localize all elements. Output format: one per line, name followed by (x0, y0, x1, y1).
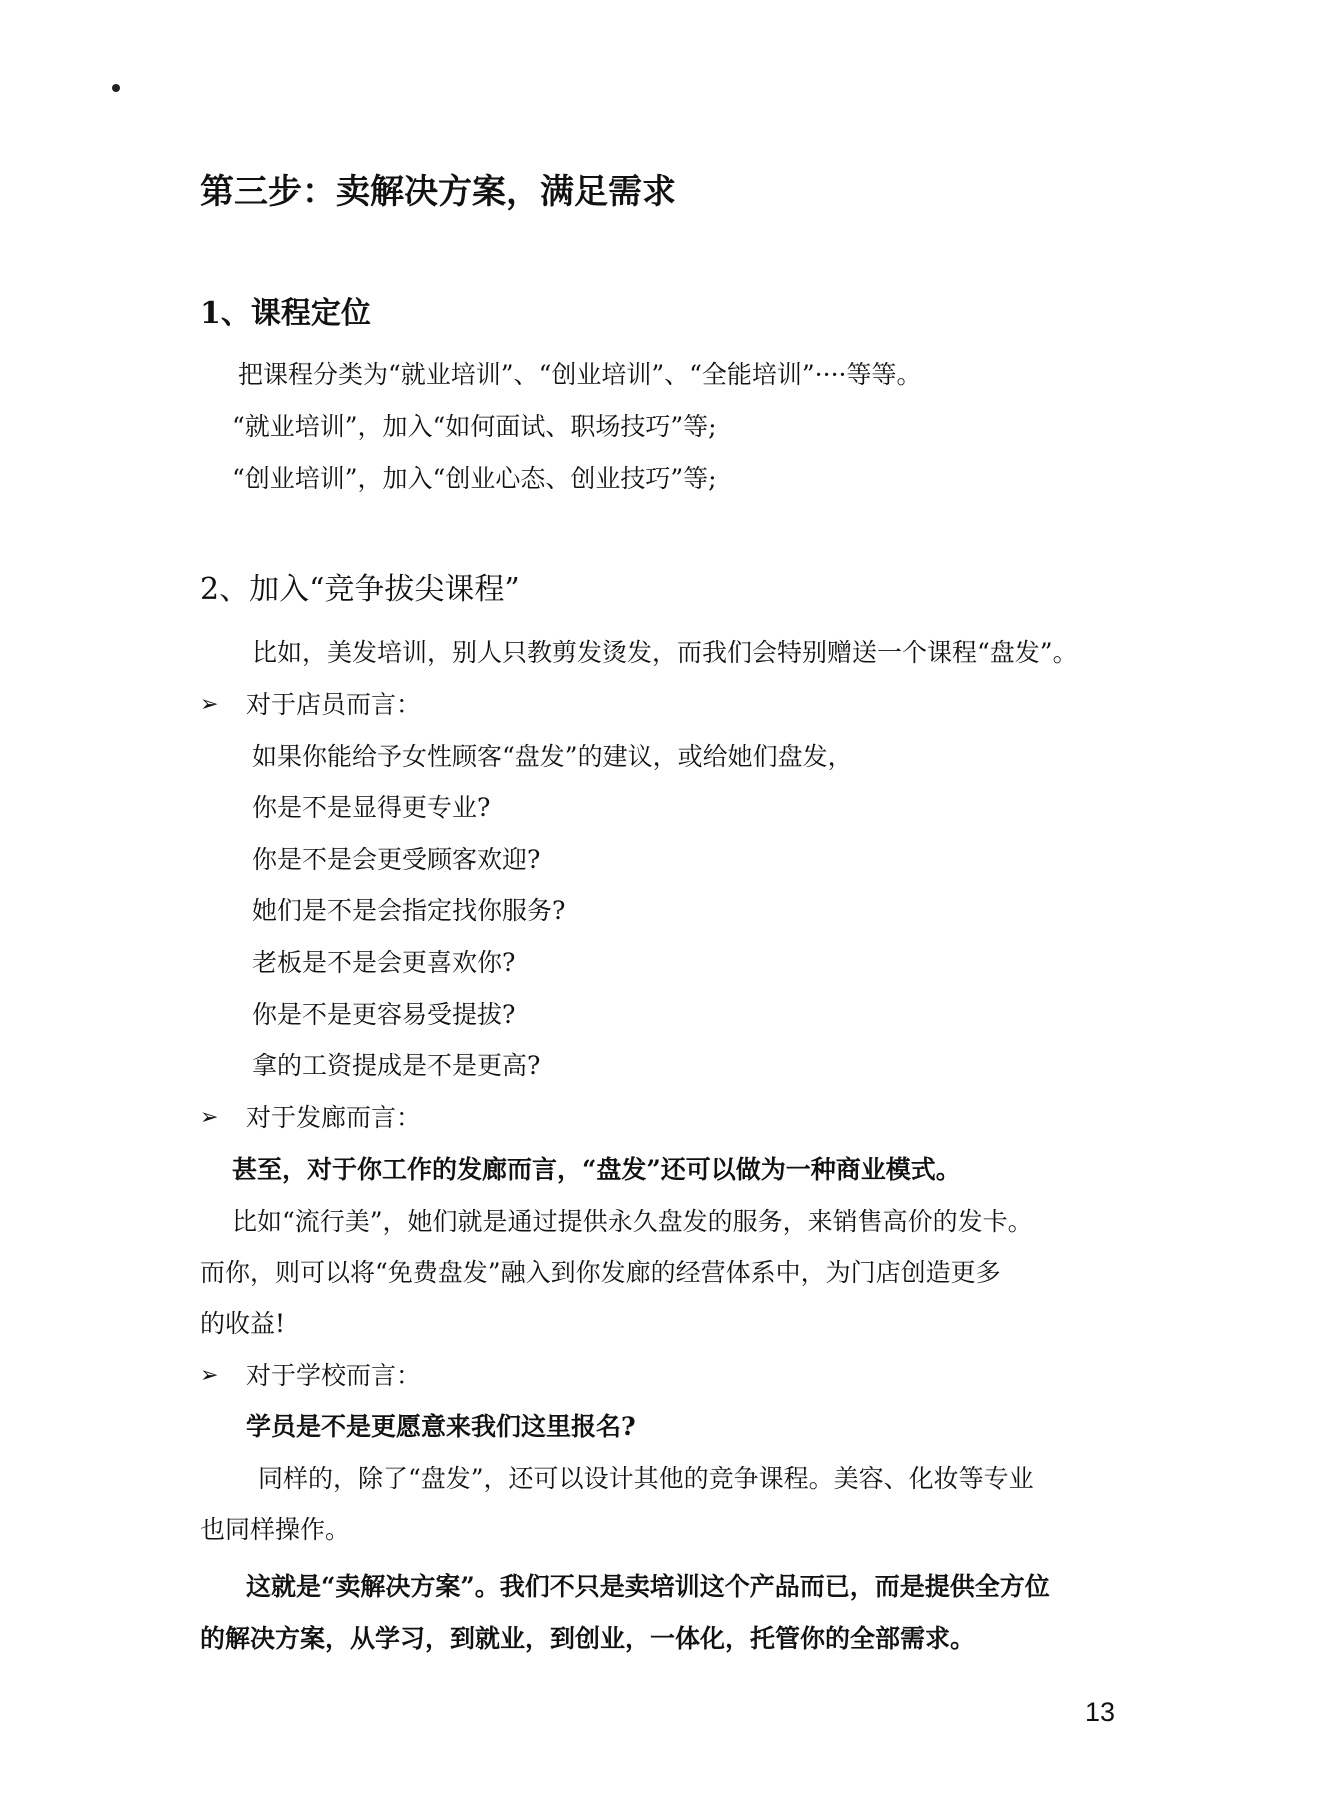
staff-line: 老板是不是会更喜欢你? (252, 948, 516, 977)
school-line: 也同样操作。 (200, 1515, 351, 1544)
salon-line: 的收益! (200, 1309, 286, 1338)
page-number: 13 (1085, 1697, 1116, 1727)
section2-heading: 2、加入“竞争拔尖课程” (200, 572, 520, 607)
bullet-label: 对于店员而言： (246, 690, 422, 719)
conclusion-line: 这就是“卖解决方案”。我们不只是卖培训这个产品而已，而是提供全方位 (246, 1572, 1050, 1601)
school-line: 同样的，除了“盘发”，还可以设计其他的竞争课程。美容、化妆等专业 (258, 1464, 1034, 1493)
section1-line: “创业培训”，加入“创业心态、创业技巧”等; (232, 464, 717, 493)
bullet-school (200, 1361, 421, 1391)
bullet-label: 对于发廊而言： (246, 1103, 422, 1132)
school-line: 学员是不是更愿意来我们这里报名? (246, 1412, 636, 1441)
staff-line: 拿的工资提成是不是更高? (252, 1051, 541, 1080)
bullet-label: 对于学校而言： (246, 1361, 422, 1390)
arrow-bullet-icon: ➢ (200, 1105, 219, 1130)
scan-dot-mark (112, 84, 120, 92)
bullet-staff (200, 690, 421, 720)
staff-line: 她们是不是会指定找你服务? (252, 896, 566, 925)
salon-line: 而你，则可以将“免费盘发”融入到你发廊的经营体系中，为门店创造更多 (200, 1258, 1001, 1287)
arrow-bullet-icon: ➢ (200, 1363, 219, 1388)
staff-line: 你是不是更容易受提拔? (252, 1000, 516, 1029)
conclusion-line: 的解决方案，从学习，到就业，到创业，一体化，托管你的全部需求。 (200, 1624, 976, 1653)
section1-heading: 1、课程定位 (200, 296, 371, 331)
salon-line: 比如“流行美”，她们就是通过提供永久盘发的服务，来销售高价的发卡。 (232, 1207, 1033, 1236)
staff-line: 你是不是会更受顾客欢迎? (252, 845, 541, 874)
section2-intro: 比如，美发培训，别人只教剪发烫发，而我们会特别赠送一个课程“盘发”。 (252, 638, 1078, 667)
section1-line: 把课程分类为“就业培训”、“创业培训”、“全能培训”····等等。 (238, 360, 922, 389)
arrow-bullet-icon: ➢ (200, 692, 219, 717)
bullet-salon (200, 1103, 421, 1133)
staff-line: 你是不是显得更专业? (252, 793, 491, 822)
page-title: 第三步：卖解决方案，满足需求 (200, 172, 676, 212)
section1-line: “就业培训”，加入“如何面试、职场技巧”等; (232, 412, 717, 441)
salon-line: 甚至，对于你工作的发廊而言，“盘发”还可以做为一种商业模式。 (232, 1155, 961, 1184)
staff-line: 如果你能给予女性顾客“盘发”的建议，或给她们盘发， (252, 742, 853, 771)
